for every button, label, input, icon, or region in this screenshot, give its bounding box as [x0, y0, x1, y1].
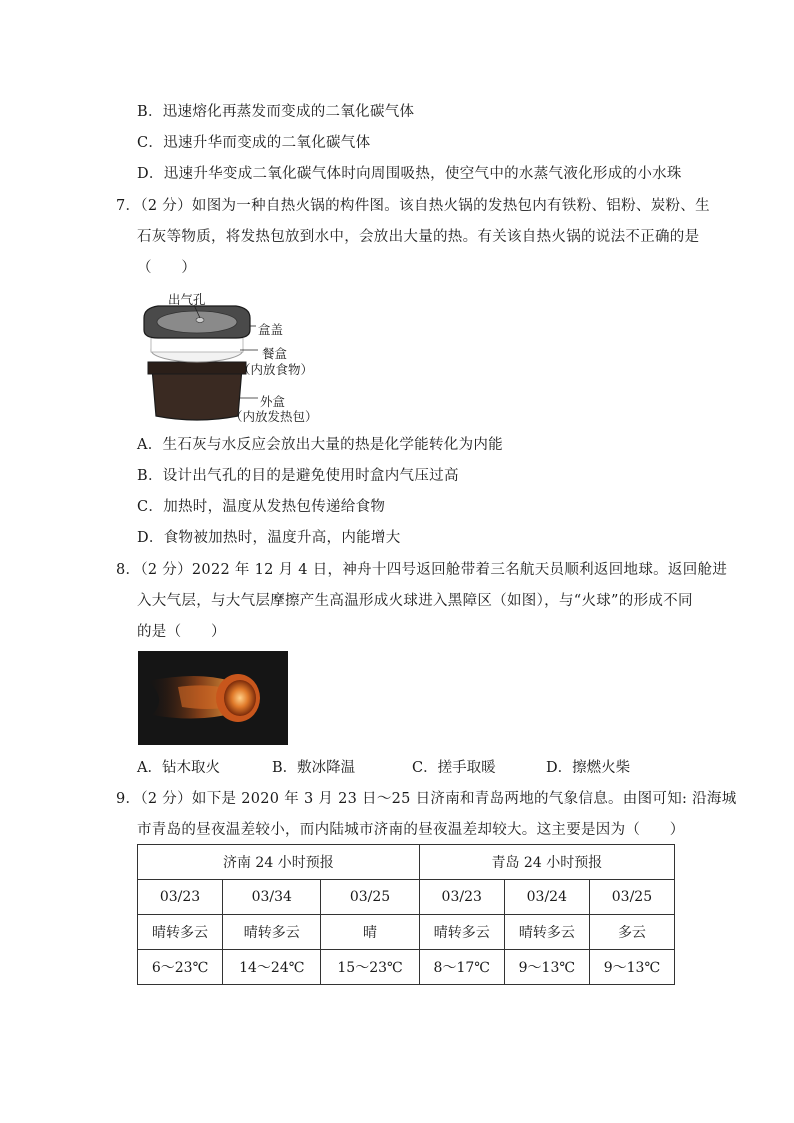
q6-option-d: D．迅速升华变成二氧化碳气体时向周围吸热，使空气中的水蒸气液化形成的小水珠 — [137, 166, 682, 182]
hotpot-figure — [138, 288, 328, 424]
fireball-illustration — [138, 651, 288, 745]
lid-label: 盒盖 — [258, 322, 284, 337]
q7-option-d: D．食物被加热时，温度升高，内能增大 — [137, 530, 401, 546]
jinan-header: 济南 24 小时预报 — [138, 845, 420, 880]
food-box-label: 餐盒 — [262, 346, 288, 361]
q8-option-c: C．搓手取暖 — [412, 760, 496, 776]
table-cell: 03/23 — [419, 880, 504, 915]
q7-stem-line1: 7．（2 分）如图为一种自热火锅的构件图。该自热火锅的发热包内有铁粉、铝粉、炭粉、生 — [116, 198, 710, 214]
table-row-dates — [138, 880, 675, 915]
vent-label: 出气孔 — [168, 292, 206, 307]
q7-option-a: A．生石灰与水反应会放出大量的热是化学能转化为内能 — [137, 437, 503, 453]
table-cell: 03/25 — [589, 880, 674, 915]
table-cell: 晴 — [321, 915, 419, 950]
q6-option-b: B．迅速熔化再蒸发而变成的二氧化碳气体 — [137, 104, 415, 120]
table-cell: 03/24 — [504, 880, 589, 915]
q7-stem-line2: 石灰等物质，将发热包放到水中，会放出大量的热。有关该自热火锅的说法不正确的是 — [137, 229, 700, 245]
table-cell: 03/23 — [138, 880, 223, 915]
table-row-temps — [138, 950, 675, 985]
table-cell: 6～23℃ — [138, 950, 223, 985]
table-cell: 晴转多云 — [419, 915, 504, 950]
table-cell: 15～23℃ — [321, 950, 419, 985]
q9-stem-line2: 市青岛的昼夜温差较小，而内陆城市济南的昼夜温差却较大。这主要是因为（ ） — [137, 822, 685, 838]
q8-option-b: B．敷冰降温 — [272, 760, 356, 776]
table-cell: 03/34 — [223, 880, 321, 915]
q8-option-d: D．擦燃火柴 — [546, 760, 631, 776]
q9-stem-line1: 9．（2 分）如下是 2020 年 3 月 23 日～25 日济南和青岛两地的气象信息。由图可知: 沿海城 — [116, 791, 737, 807]
outer-box-note: （内放发热包） — [230, 409, 318, 424]
table-cell: 9～13℃ — [504, 950, 589, 985]
table-row-weather — [138, 915, 675, 950]
table-cell: 03/25 — [321, 880, 419, 915]
fireball-image — [138, 651, 288, 745]
table-cell: 多云 — [589, 915, 674, 950]
weather-table — [137, 844, 675, 985]
q8-stem-line3: 的是（ ） — [137, 624, 226, 640]
q7-option-c: C．加热时，温度从发热包传递给食物 — [137, 499, 386, 515]
table-cell: 晴转多云 — [138, 915, 223, 950]
q7-option-b: B．设计出气孔的目的是避免使用时盒内气压过高 — [137, 468, 459, 484]
table-cell: 14～24℃ — [223, 950, 321, 985]
table-cell: 8～17℃ — [419, 950, 504, 985]
q8-option-a: A．钻木取火 — [137, 760, 220, 776]
table-cell: 晴转多云 — [223, 915, 321, 950]
q8-stem-line2: 入大气层，与大气层摩擦产生高温形成火球进入黑障区（如图），与“火球”的形成不同 — [137, 593, 693, 609]
table-cell: 9～13℃ — [589, 950, 674, 985]
food-box-note: （内放食物） — [238, 362, 314, 377]
hotpot-diagram — [138, 288, 328, 424]
table-header-row — [138, 845, 675, 880]
qingdao-header: 青岛 24 小时预报 — [419, 845, 674, 880]
outer-box-label: 外盒 — [260, 394, 286, 409]
q8-stem-line1: 8．（2 分）2022 年 12 月 4 日，神舟十四号返回舱带着三名航天员顺利返回地球。返回舱进 — [116, 562, 728, 578]
table-cell: 晴转多云 — [504, 915, 589, 950]
q6-option-c: C．迅速升华而变成的二氧化碳气体 — [137, 135, 371, 151]
q7-stem-line3: （ ） — [137, 260, 197, 276]
